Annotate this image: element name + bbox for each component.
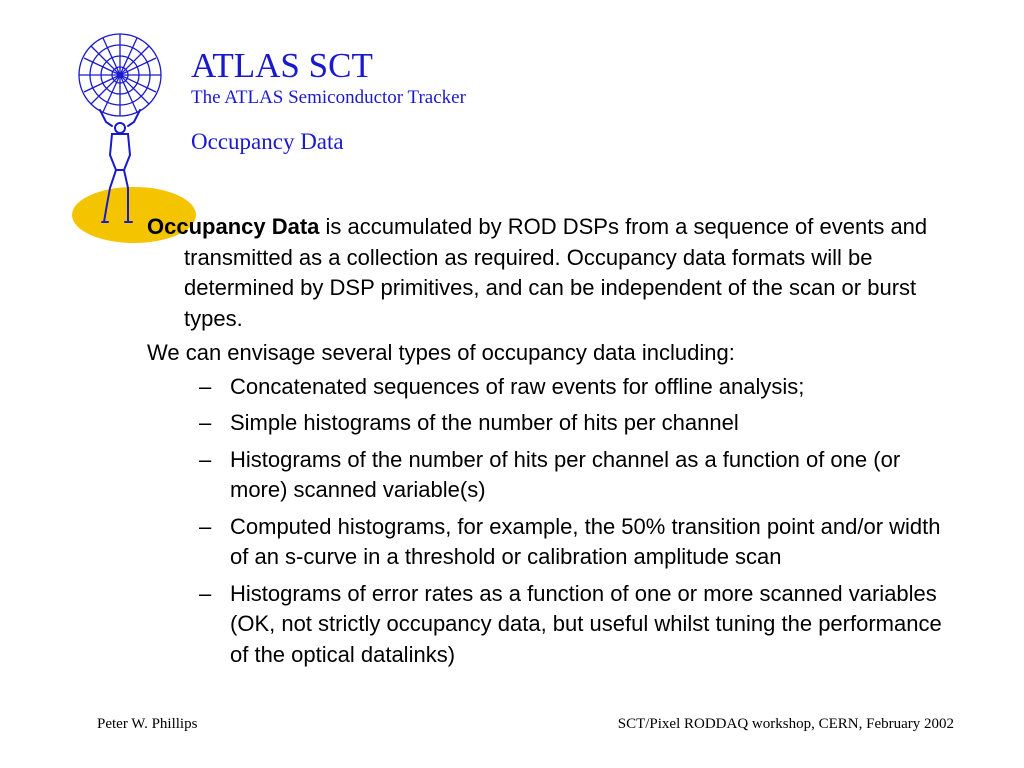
header-subtitle: The ATLAS Semiconductor Tracker (191, 87, 466, 108)
slide-body (147, 212, 947, 676)
footer-author: Peter W. Phillips (97, 716, 198, 732)
list-item (199, 579, 947, 671)
list-item (199, 408, 947, 439)
list-item-text: Computed histograms, for example, the 50% transition point and/or width of an s-curve in a threshold or calibration amplitude scan (230, 513, 941, 569)
intro-paragraph (147, 212, 947, 334)
dash-bullet: – (199, 446, 212, 472)
list-item (199, 372, 947, 403)
list-item-text: Histograms of the number of hits per channel as a function of one (or more) scanned variable(s) (230, 446, 901, 502)
header-title: ATLAS SCT (191, 46, 373, 85)
intro-text: is accumulated by ROD DSPs from a sequence of events and transmitted as a collection as required. Occupancy data formats will be determined by DSP primitives, and can be independent of the scan or burst types. (184, 214, 928, 331)
dash-bullet: – (199, 373, 212, 399)
dash-bullet: – (199, 580, 212, 606)
footer-event: SCT/Pixel RODDAQ workshop, CERN, February 2002 (617, 716, 954, 732)
list-item (199, 512, 947, 573)
slide-title: Occupancy Data (191, 129, 344, 154)
list-item-text: Histograms of error rates as a function of one or more scanned variables (OK, not strictly occupancy data, but useful whilst tuning the performance of the optical datalinks) (230, 580, 942, 667)
lead-paragraph: We can envisage several types of occupancy data including: (147, 340, 735, 365)
dash-bullet: – (199, 513, 212, 539)
list-item (199, 445, 947, 506)
list-item-text: Simple histograms of the number of hits per channel (230, 410, 739, 435)
list-item-text: Concatenated sequences of raw events for offline analysis; (230, 373, 805, 399)
dash-bullet: – (199, 410, 212, 435)
intro-bold-term: Occupancy Data (147, 214, 320, 239)
occupancy-types-list (147, 372, 947, 671)
